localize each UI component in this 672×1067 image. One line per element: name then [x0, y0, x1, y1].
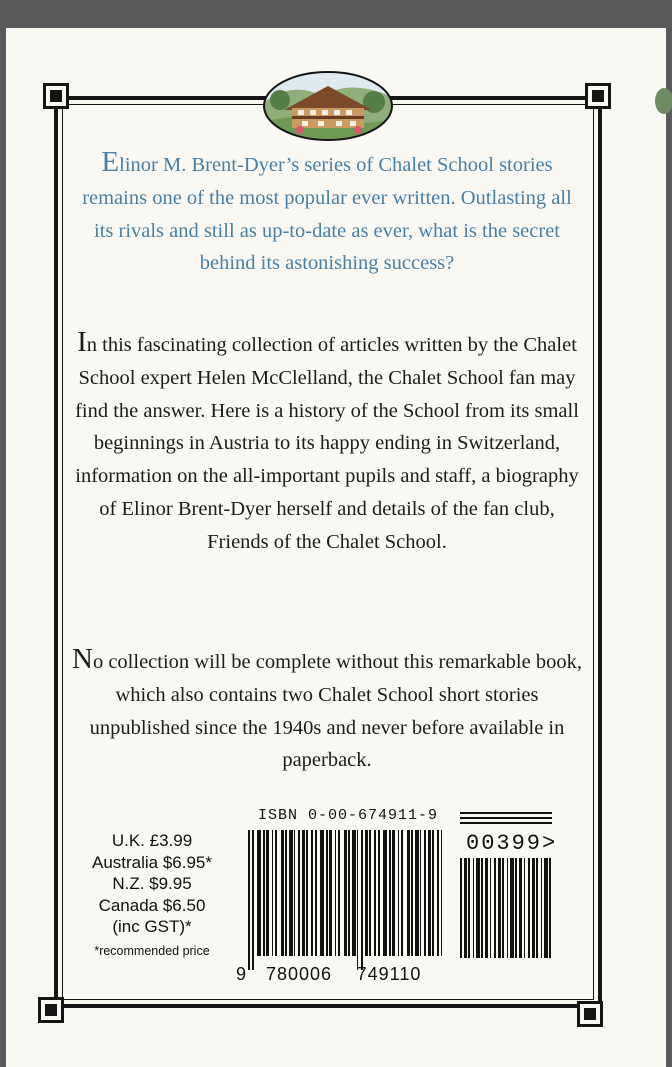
isbn-barcode — [248, 830, 442, 970]
price-canada: Canada $6.50 — [98, 895, 206, 915]
corner-ornament-bottom-right — [577, 1001, 603, 1027]
blurb-initial: E — [101, 146, 120, 178]
blurb-paragraph — [72, 146, 582, 280]
isbn-label: ISBN 0-00-674911-9 — [258, 807, 439, 824]
price-australia: Australia $6.95* — [91, 852, 213, 872]
paragraph-1-initial: I — [77, 326, 87, 358]
price-list — [74, 830, 230, 938]
price-barcode — [460, 858, 552, 972]
recommended-price-note: *recommended price — [94, 944, 210, 958]
price-code: 00399> — [466, 831, 558, 856]
chalet-illustration — [262, 70, 394, 142]
corner-ornament-top-left — [43, 83, 69, 109]
price-gst-note: (inc GST)* — [112, 917, 192, 937]
paragraph-1-text: n this fascinating collection of articles written by the Chalet School expert Helen McClelland, the Chalet School fan may find the answer. Here is a history of the School from its small beginnings in Austria to its happy ending in Switzerland, information on the all-important pupils and staff, a biography of Elinor Brent-Dyer herself and details of the fan club, Friends of the Chalet School. — [75, 334, 579, 553]
description-paragraph-2 — [72, 643, 582, 777]
blurb-text: linor M. Brent-Dyer’s series of Chalet School stories remains one of the most popular ever written. Outlasting all its rivals and still as up-to-date as ever, what is the secret behind its astonishing success? — [82, 154, 572, 275]
barcode-first-digit: 9 — [236, 964, 247, 984]
corner-ornament-top-right — [585, 83, 611, 109]
barcode-right-digits: 749110 — [356, 964, 422, 984]
corner-ornament-bottom-left — [38, 997, 64, 1023]
paragraph-2-initial: N — [72, 643, 93, 675]
price-nz: N.Z. $9.95 — [112, 874, 192, 894]
price-code-rule — [460, 812, 552, 826]
description-paragraph-1 — [72, 326, 582, 559]
paragraph-2-text: o collection will be complete without this remarkable book, which also contains two Chalet School short stories unpublished since the 1940s and never before available in paperback. — [89, 651, 582, 772]
spine-edge — [655, 88, 672, 114]
price-uk: U.K. £3.99 — [111, 831, 193, 850]
barcode-left-digits: 780006 — [265, 964, 333, 984]
